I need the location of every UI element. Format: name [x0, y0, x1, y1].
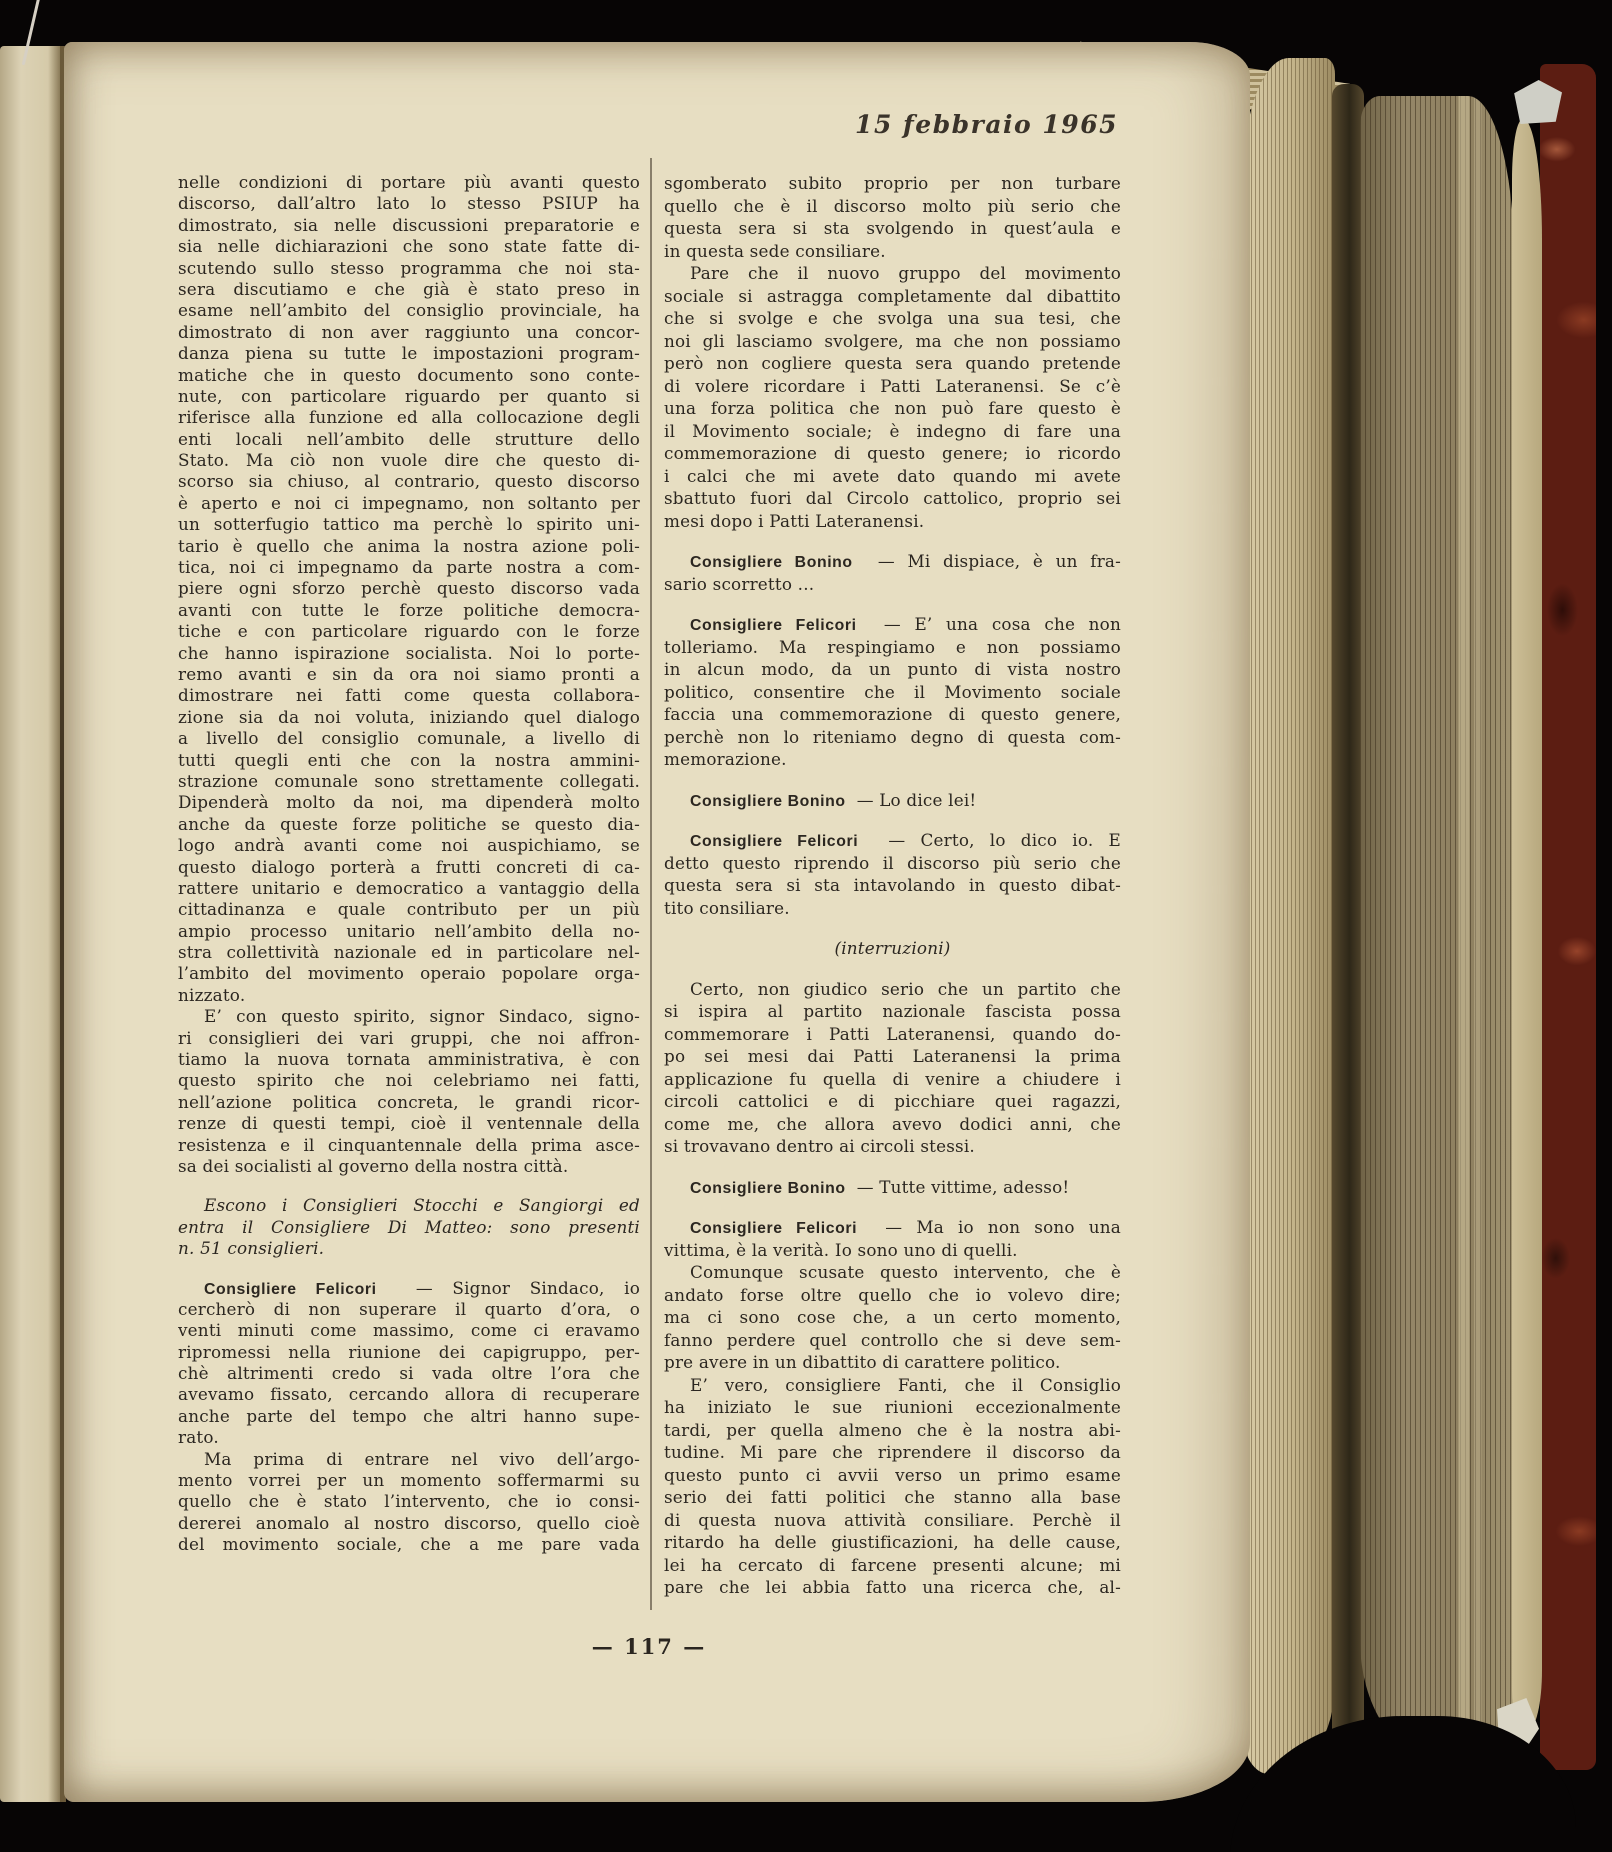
text-line: scorso sia chiuso, al contrario, questo discorso: [178, 471, 640, 492]
text-line: esame nell’ambito del consiglio provinciale, ha: [178, 300, 640, 321]
text-line: mesi dopo i Patti Lateranensi.: [664, 510, 925, 531]
text-line: tica, noi ci impegnamo da parte nostra a com-: [178, 557, 640, 578]
text-line: renze di questi tempi, cioè il ventennale della: [178, 1113, 640, 1134]
text-line: dimostrare nei fatti come questa collabora-: [178, 685, 640, 706]
text-line: cercherò di non superare il quarto d’ora, o: [178, 1298, 640, 1319]
text-line: tudine. Mi pare che riprendere il discorso da: [664, 1442, 1121, 1462]
text-line: però non cogliere questa sera quando pretende: [664, 353, 1121, 373]
text-line: Ma prima di entrare nel vivo dell’argo-: [204, 1448, 640, 1469]
paragraph: [664, 978, 1121, 1158]
text-line: andato forse oltre quello che io volevo dire;: [664, 1284, 1121, 1305]
text-line: vittima, è la verità. Io sono uno di quelli.: [664, 1239, 1018, 1260]
text-line: commemorazione di questo genere; io ricordo: [664, 443, 1121, 463]
text-line: Consigliere Felicori — Signor Sindaco, io: [204, 1277, 640, 1298]
text-line: ri consiglieri dei vari gruppi, che noi affron-: [178, 1027, 640, 1048]
text-line: Consigliere Bonino — Mi dispiace, è un fra-: [690, 551, 1121, 571]
text-line: venti minuti come massimo, come ci eravamo: [178, 1320, 640, 1341]
left-text-column: [178, 172, 640, 1556]
text-line: un sotterfugio tattico ma perchè lo spirito uni-: [178, 514, 640, 535]
text-line: i calci che mi avete dato quando mi avete: [664, 465, 1121, 486]
text-line: Consigliere Bonino — Tutte vittime, adesso!: [690, 1176, 1070, 1197]
text-line: pre avere in un dibattito di carattere politico.: [664, 1352, 1061, 1372]
text-line: fanno perdere quel controllo che si deve sem-: [664, 1329, 1121, 1350]
fore-edge-pages-inner: [1243, 58, 1335, 1774]
text-line: sa dei socialisti al governo della nostra città.: [178, 1155, 569, 1176]
text-line: nelle condizioni di portare più avanti questo: [178, 172, 640, 192]
text-line: cittadinanza e quale contributo per un più: [178, 899, 640, 920]
text-line: che hanno ispirazione socialista. Noi lo porte-: [178, 642, 640, 663]
text-line: enti locali nell’ambito delle strutture dello: [178, 428, 640, 449]
paragraph: [178, 1449, 640, 1556]
text-line: a livello del consiglio comunale, a livello di: [178, 728, 640, 749]
text-line: che si svolge e che svolga una sua tesi, che: [664, 308, 1121, 328]
paragraph: [664, 829, 1121, 919]
text-line: sario scorretto ...: [664, 573, 815, 594]
text-line: memorazione.: [664, 749, 787, 769]
text-line: piere ogni sforzo perchè questo discorso vada: [178, 578, 640, 599]
text-line: logo andrà avanti come noi auspichiamo, se: [178, 835, 640, 856]
fore-edge-light-band: [1512, 120, 1542, 1730]
text-line: strazione comunale sono strettamente collegati.: [178, 770, 640, 791]
text-line: matiche che in questo documento sono conte-: [178, 364, 640, 385]
text-line: E’ vero, consigliere Fanti, che il Consiglio: [690, 1374, 1121, 1395]
text-line: ampio processo unitario nell’ambito della no-: [178, 920, 640, 941]
speaker-name: Consigliere Felicori: [204, 1280, 377, 1298]
speaker-name: Consigliere Felicori: [690, 617, 857, 634]
text-line: ritardo ha delle giustificazioni, ha delle cause,: [664, 1532, 1121, 1552]
text-line: riferisce alla funzione ed alla collocazione degli: [178, 407, 640, 428]
text-line: ripromessi nella riunione dei capigruppo, per-: [178, 1341, 640, 1362]
paragraph: [178, 1278, 640, 1449]
text-line: Comunque scusate questo intervento, che è: [690, 1262, 1121, 1282]
paragraph: [664, 1176, 1121, 1199]
text-line: di questa nuova attività consiliare. Perchè il: [664, 1509, 1121, 1530]
text-line: Consigliere Bonino — Lo dice lei!: [690, 789, 977, 810]
speaker-name: Consigliere Bonino: [690, 1179, 846, 1197]
text-line: E’ con questo spirito, signor Sindaco, signo-: [204, 1006, 640, 1027]
text-line: come me, che allora avevo dodici anni, che: [664, 1113, 1121, 1134]
paragraph: [664, 262, 1121, 532]
text-line: mento vorrei per un momento soffermarmi su: [178, 1470, 640, 1491]
page-number: — 117 —: [591, 1634, 707, 1659]
text-line: pare che lei abbia fatto una ricerca che, al-: [664, 1577, 1121, 1597]
fore-edge-pages-outer: [1360, 96, 1514, 1760]
text-line: tolleriamo. Ma respingiamo e non possiamo: [664, 636, 1121, 657]
text-line: danza piena su tutte le impostazioni program-: [178, 343, 640, 364]
text-line: faccia una commemorazione di questo genere,: [664, 704, 1121, 724]
text-line: Escono i Consiglieri Stocchi e Sangiorgi ed: [204, 1195, 640, 1216]
text-line: avevamo fissato, cercando allora di recuperare: [178, 1384, 640, 1405]
text-line: rato.: [178, 1427, 219, 1448]
text-line: Certo, non giudico serio che un partito che: [690, 978, 1121, 999]
text-line: tutti quegli enti che con la nostra ammini-: [178, 749, 640, 770]
text-line: in alcun modo, da un punto di vista nostro: [664, 659, 1121, 679]
text-line: circoli cattolici e di picchiare quei ragazzi,: [664, 1091, 1121, 1111]
text-line: (interruzioni): [834, 938, 951, 958]
text-line: n. 51 consiglieri.: [178, 1238, 325, 1259]
text-line: avanti con tutte le forze politiche democra-: [178, 599, 640, 620]
text-line: in questa sede consiliare.: [664, 240, 886, 261]
text-line: scutendo sullo stesso programma che noi sta-: [178, 257, 640, 278]
text-line: si ispira al partito nazionale fascista possa: [664, 1001, 1121, 1021]
text-line: del movimento sociale, che a me pare vada: [178, 1534, 640, 1555]
speaker-name: Consigliere Bonino: [690, 554, 853, 571]
text-line: entra il Consigliere Di Matteo: sono presenti: [178, 1216, 640, 1237]
text-line: detto questo riprendo il discorso più serio che: [664, 852, 1121, 873]
text-line: serio dei fatti politici che stanno alla base: [664, 1487, 1121, 1507]
text-line: Stato. Ma ciò non vuole dire che questo di-: [178, 450, 640, 471]
text-line: questo dialogo porterà a frutti concreti di ca-: [178, 856, 640, 877]
text-line: questa sera si sta svolgendo in quest’aula e: [664, 218, 1121, 238]
text-line: perchè non lo riteniamo degno di questa com-: [664, 726, 1121, 747]
text-line: dimostrato di non aver raggiunto una concor-: [178, 321, 640, 342]
text-line: sera discutiamo e che già è stato preso in: [178, 278, 640, 299]
text-line: di volere ricordare i Patti Lateranensi. Se c’è: [664, 375, 1121, 396]
text-line: noi gli lasciamo svolgere, ma che non possiamo: [664, 330, 1121, 351]
text-line: tiche e con particolare riguardo con le forze: [178, 621, 640, 642]
text-line: si trovavano dentro ai circoli stessi.: [664, 1136, 975, 1156]
text-line: nell’azione politica concreta, le grandi ricor-: [178, 1091, 640, 1112]
text-line: sociale si astragga completamente dal dibattito: [664, 285, 1121, 306]
text-line: tiamo la nuova tornata amministrativa, è con: [178, 1049, 640, 1070]
text-line: questo punto ci avvii verso un primo esame: [664, 1464, 1121, 1485]
text-line: nizzato.: [178, 984, 246, 1005]
text-line: Pare che il nuovo gruppo del movimento: [690, 263, 1121, 283]
text-line: zione sia da noi voluta, iniziando quel dialogo: [178, 706, 640, 727]
text-line: Consigliere Felicori — Ma io non sono una: [690, 1217, 1121, 1237]
speaker-name: Consigliere Bonino: [690, 792, 846, 810]
text-line: è aperto e noi ci impegnamo, non soltanto per: [178, 492, 640, 513]
text-line: il Movimento sociale; è indegno di fare una: [664, 420, 1121, 441]
text-line: questo spirito che noi celebriamo nei fatti,: [178, 1070, 640, 1091]
text-line: quello che è stato l’intervento, che io consi-: [178, 1491, 640, 1512]
paragraph: [178, 1006, 640, 1177]
text-line: l’ambito del movimento operaio popolare orga-: [178, 963, 640, 984]
text-line: politico, consentire che il Movimento sociale: [664, 681, 1121, 702]
text-line: sgomberato subito proprio per non turbare: [664, 173, 1121, 193]
paragraph: [664, 613, 1121, 771]
text-line: remo avanti e sin da ora noi siamo pronti a: [178, 663, 640, 684]
book-page: [64, 42, 1250, 1802]
text-line: chè altrimenti credo si vada oltre l’ora che: [178, 1363, 640, 1384]
speaker-name: Consigliere Felicori: [690, 1220, 858, 1237]
text-line: una forza politica che non può fare questo è: [664, 398, 1121, 418]
text-line: tario è quello che anima la nostra azione poli-: [178, 535, 640, 556]
text-line: Consigliere Felicori — E’ una cosa che non: [690, 614, 1121, 634]
text-line: Dipenderà molto da noi, ma dipenderà molto: [178, 792, 640, 813]
previous-page-edge: [0, 46, 60, 1802]
paragraph: [664, 1374, 1121, 1599]
text-line: ma ci sono cose che, a un certo momento,: [664, 1307, 1121, 1327]
text-line: dimostrato, sia nelle discussioni preparatorie e: [178, 214, 640, 235]
text-line: rattere unitario e democratico a vantaggio della: [178, 877, 640, 898]
text-line: tito consiliare.: [664, 897, 790, 918]
paragraph: [664, 1261, 1121, 1374]
text-line: stra collettività nazionale ed in particolare nel-: [178, 942, 640, 963]
text-line: discorso, dall’altro lato lo stesso PSIUP ha: [178, 193, 640, 214]
paragraph: [664, 937, 1121, 960]
text-line: resistenza e il cinquantennale della prima asce-: [178, 1134, 640, 1155]
marbled-cover-board: [1540, 64, 1596, 1770]
text-line: sia nelle dichiarazioni che sono state fatte di-: [178, 236, 640, 257]
text-line: sbattuto fuori dal Circolo cattolico, proprio sei: [664, 488, 1121, 508]
right-text-column: [664, 172, 1121, 1599]
text-line: anche parte del tempo che altri hanno supe-: [178, 1405, 640, 1426]
text-line: applicazione fu quella di venire a chiudere i: [664, 1068, 1121, 1089]
paragraph: [664, 1216, 1121, 1261]
column-divider-rule: [650, 158, 652, 1610]
text-line: Consigliere Felicori — Certo, lo dico io. E: [690, 830, 1121, 850]
text-line: anche da queste forze politiche se questo dia-: [178, 813, 640, 834]
text-line: ha iniziato le sue riunioni eccezionalmente: [664, 1397, 1121, 1417]
header-date: 15 febbraio 1965: [855, 110, 1118, 139]
text-line: commemorare i Patti Lateranensi, quando do-: [664, 1023, 1121, 1044]
text-line: questa sera si sta intavolando in questo dibat-: [664, 875, 1121, 895]
paragraph: [664, 789, 1121, 812]
text-line: nute, con particolare riguardo per quanto si: [178, 385, 640, 406]
speaker-name: Consigliere Felicori: [690, 833, 859, 850]
text-line: quello che è il discorso molto più serio che: [664, 195, 1121, 216]
text-line: dererei anomalo al nostro discorso, quello cioè: [178, 1512, 640, 1533]
paragraph: [178, 172, 640, 1006]
paragraph: [178, 1195, 640, 1259]
paragraph: [664, 172, 1121, 262]
text-line: lei ha cercato di farcene presenti alcune; mi: [664, 1554, 1121, 1575]
paragraph: [664, 550, 1121, 595]
text-line: po sei mesi dai Patti Lateranensi la prima: [664, 1046, 1121, 1066]
text-line: tardi, per quella almeno che è la nostra abi-: [664, 1419, 1121, 1440]
